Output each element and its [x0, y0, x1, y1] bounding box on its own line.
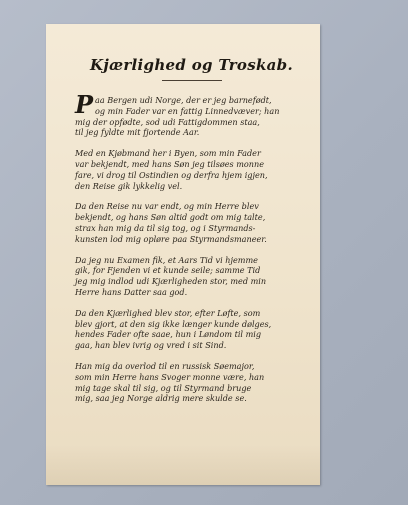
stanza-2: [75, 148, 308, 191]
stanza-line: Da den Reise nu var endt, og min Herre blev: [75, 201, 259, 212]
stanza-line: gik, for Fjenden vi et kunde seile; samme Tid: [75, 265, 261, 276]
stanza-line: og min Fader var en fattig Linnedvæver; han: [95, 105, 280, 116]
stanza-line: hendes Fader ofte saae, hun i Løndom til mig: [75, 329, 262, 340]
stanza-line: bekjendt, og hans Søn altid godt om mig talte,: [75, 212, 266, 223]
printed-sheet: [46, 24, 320, 485]
document-title: Kjærlighed og Troskab.: [90, 56, 293, 74]
stanza-line: Med en Kjøbmand her i Byen, som min Fader: [75, 148, 261, 159]
stanza-line: mig tage skal til sig, og til Styrmand bruge: [75, 382, 252, 393]
stanza-line: gaa, han blev ivrig og vred i sit Sind.: [75, 340, 227, 351]
drop-cap: P: [75, 90, 94, 119]
stanza-line: Herre hans Datter saa god.: [75, 286, 188, 297]
stanza-line: Da jeg nu Examen fik, et Aars Tid vi hjemme: [75, 254, 258, 265]
stanza-line: kunsten lod mig opløre paa Styrmandsmaneer.: [75, 233, 267, 244]
stanza-line: til jeg fyldte mit fjortende Aar.: [75, 127, 200, 138]
stanza-line: den Reise gik lykkelig vel.: [75, 180, 183, 191]
stanza-line: aa Bergen udi Norge, der er jeg barnefødt,: [95, 95, 272, 105]
stanza-line: Han mig da overlod til en russisk Søemajor,: [75, 360, 255, 371]
stanza-4: [75, 255, 308, 298]
stanza-6: [75, 361, 308, 404]
stanza-line: jeg mig indlod udi Kjærligheden stor, med min: [75, 276, 267, 287]
stanza-3: [75, 201, 308, 244]
stanza-line: var bekjendt, med hans Søn jeg tilsøes monne: [75, 158, 264, 169]
stanza-5: [75, 308, 308, 351]
stanza-1: [75, 90, 308, 138]
stanza-line: som min Herre hans Svoger monne være, han: [75, 371, 265, 382]
stanza-line: mig der opfødte, sod udi Fattigdommen staa,: [75, 116, 260, 127]
stanza-line: Da den Kjærlighed blev stor, efter Løfte, som: [75, 307, 261, 318]
stanza-line: strax han mig da til sig tog, og i Styrmands-: [75, 222, 256, 233]
title-rule: [162, 80, 222, 81]
stanza-line: fare, vi drog til Ostindien og derfra hjem igjen,: [75, 169, 268, 180]
stanza-line: blev gjort, at den sig ikke længer kunde dølges,: [75, 318, 272, 329]
stanza-line: mig, saa jeg Norge aldrig mere skulde se.: [75, 393, 247, 404]
